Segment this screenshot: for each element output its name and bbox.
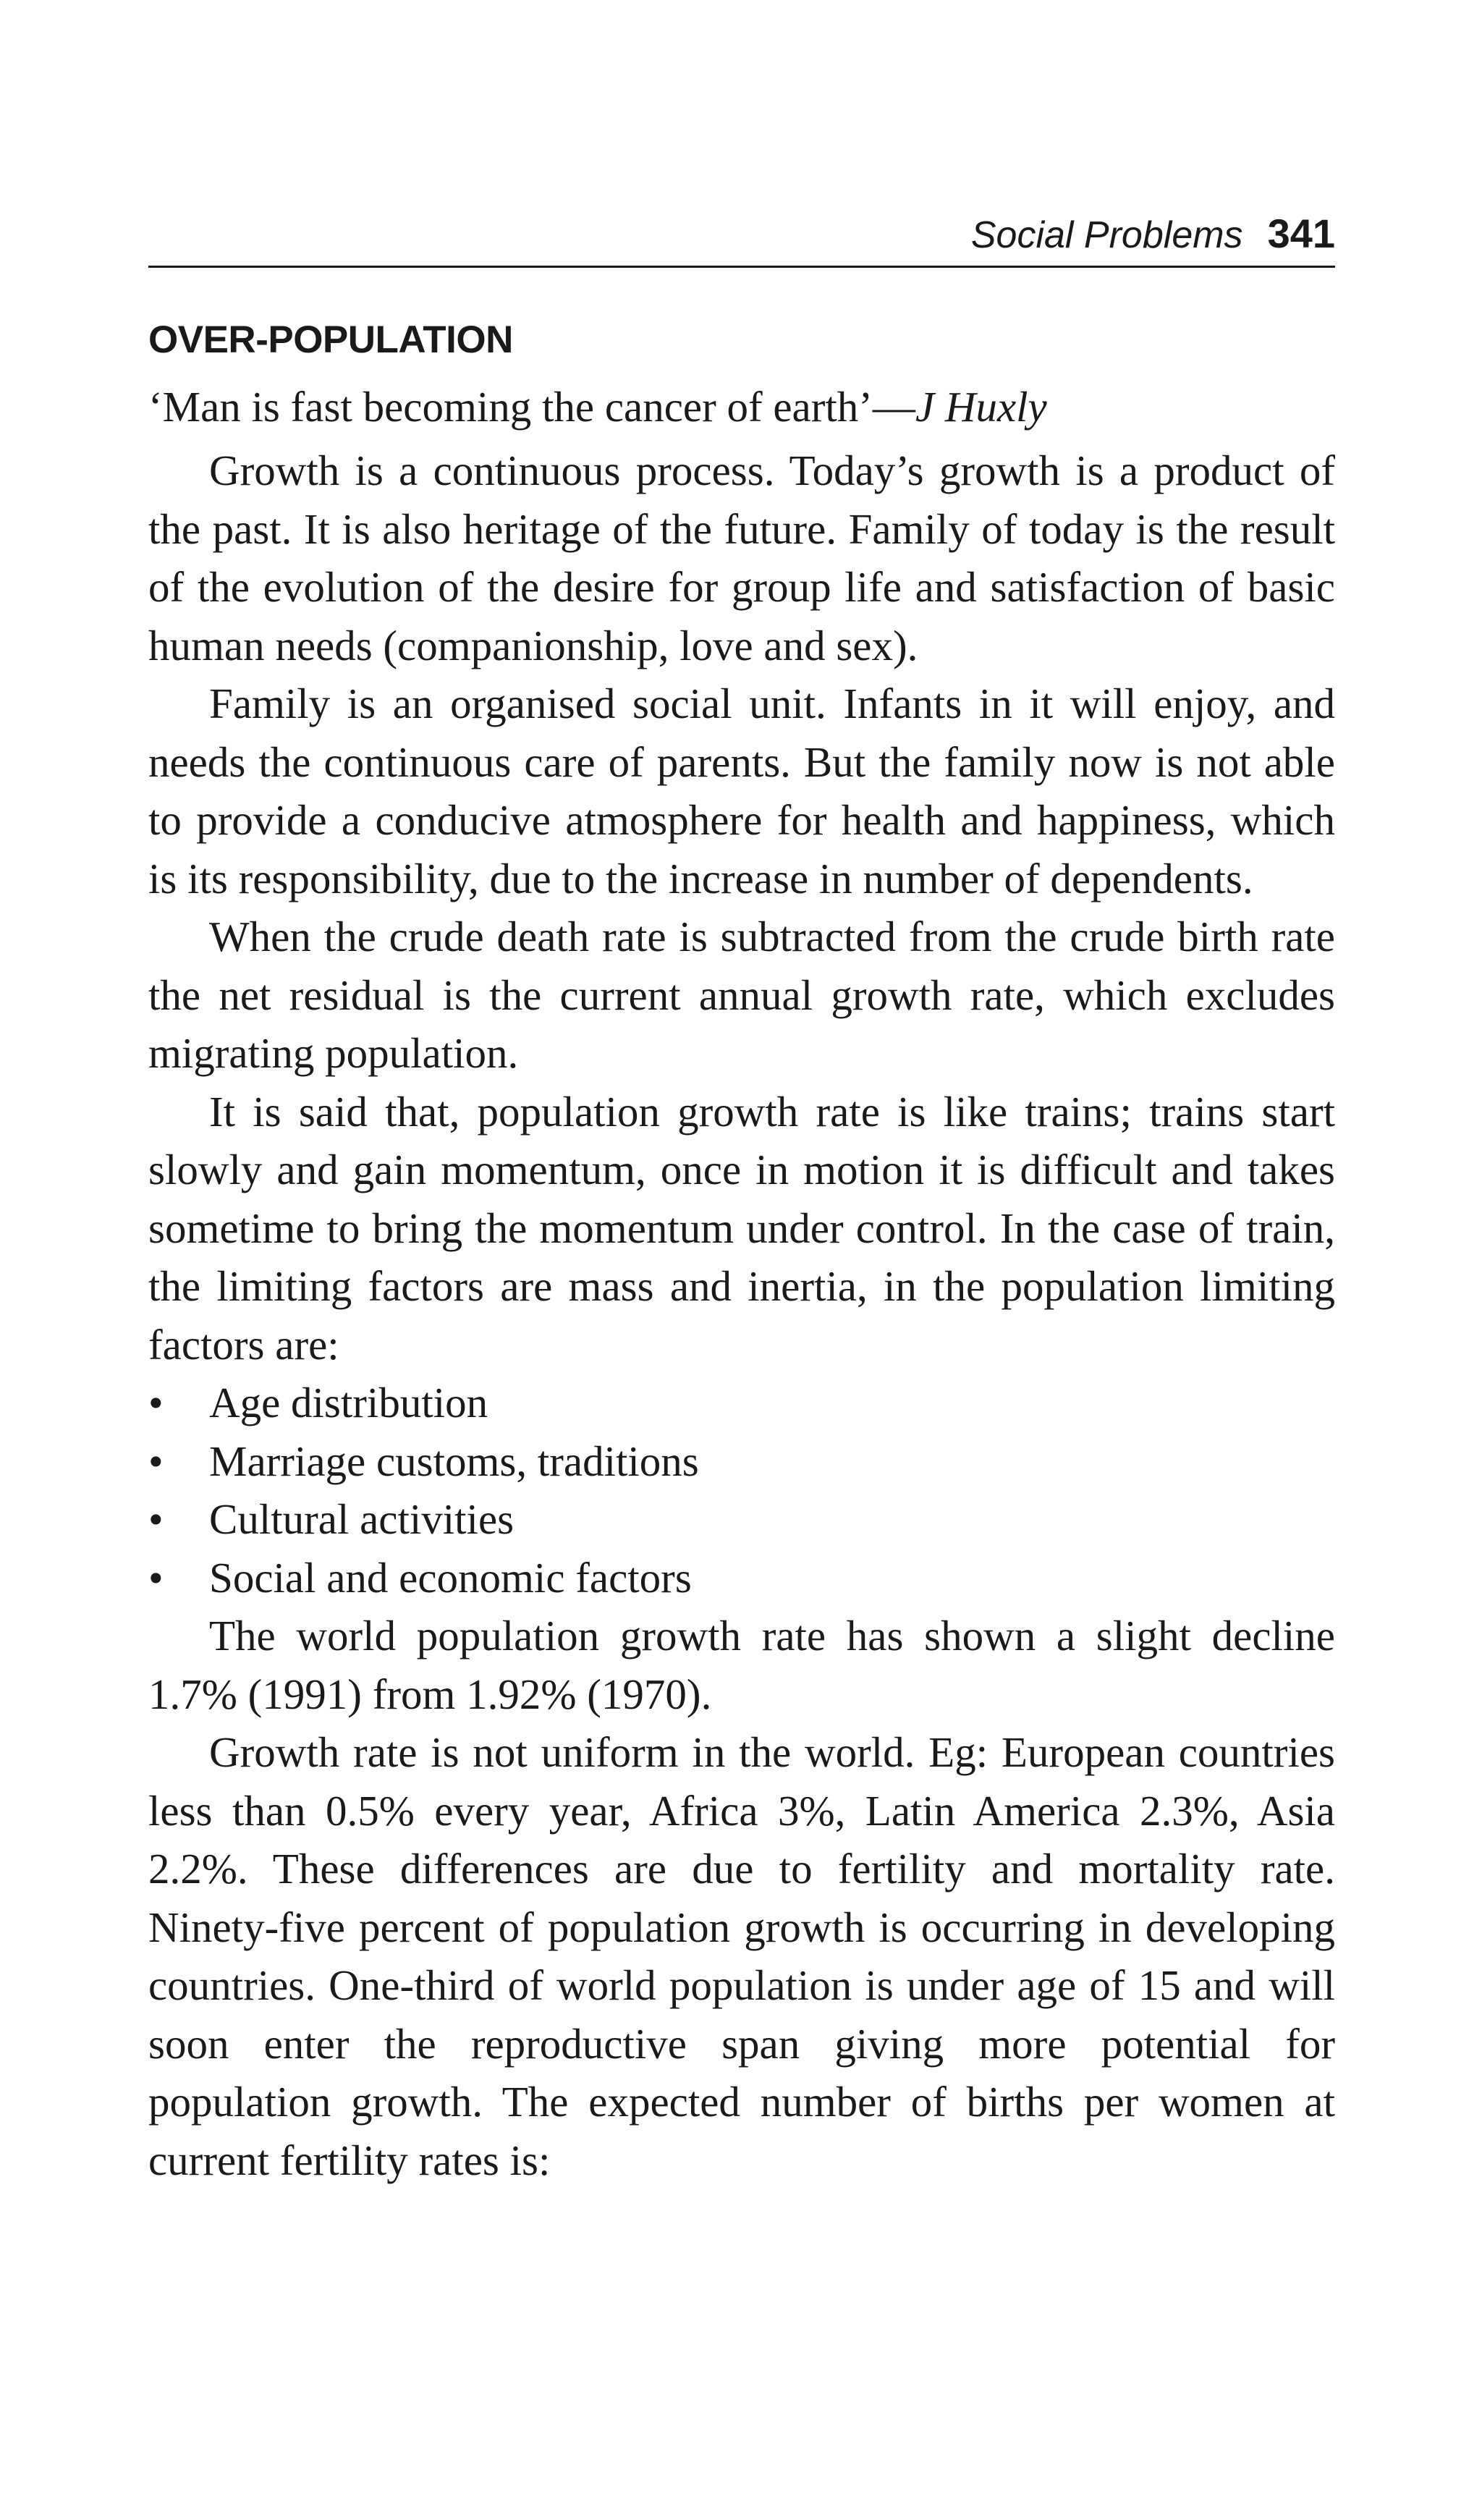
list-item bbox=[148, 1490, 1335, 1549]
section-heading: OVER-POPULATION bbox=[148, 318, 513, 361]
list-item-text: Age distribution bbox=[209, 1379, 488, 1426]
list-item-text: Marriage customs, traditions bbox=[209, 1437, 699, 1485]
book-page bbox=[148, 210, 1335, 2189]
epigraph bbox=[148, 378, 1335, 436]
bullet-icon: • bbox=[148, 1553, 164, 1602]
epigraph-author: J Huxly bbox=[915, 383, 1047, 431]
paragraph-train-analogy: It is said that, population growth rate is like trains; trains start slowly and gain momentum, once in motion it is difficult and takes sometime to bring the momentum under control. In the case of train, the limiting factors are mass and inertia, in the population limiting factors are: bbox=[148, 1087, 1335, 1369]
bullet-icon: • bbox=[148, 1437, 164, 1485]
running-title: Social Problems bbox=[970, 214, 1243, 256]
list-item bbox=[148, 1432, 1335, 1491]
paragraph-growth-rate: When the crude death rate is subtracted from the crude birth rate the net residual is the current annual growth rate, which excludes migrating population. bbox=[148, 913, 1335, 1077]
paragraph-world-growth-decline: The world population growth rate has shown a slight decline 1.7% (1991) from 1.92% (1970). bbox=[148, 1612, 1335, 1718]
bullet-icon: • bbox=[148, 1495, 164, 1543]
running-header bbox=[148, 210, 1335, 268]
paragraph-family-unit: Family is an organised social unit. Infants in it will enjoy, and needs the continuous care of parents. But the family now is not able to provide a conducive atmosphere for health and happiness, which is its responsibility, due to the increase in number of dependents. bbox=[148, 680, 1335, 902]
list-item-text: Social and economic factors bbox=[209, 1553, 692, 1602]
epigraph-quote: ‘Man is fast becoming the cancer of earth’— bbox=[148, 383, 915, 431]
page-number: 341 bbox=[1267, 211, 1335, 256]
paragraph-regional-growth: Growth rate is not uniform in the world. Eg: European countries less than 0.5% every year, Africa 3%, Latin America 2.3%, Asia 2.2%. These differences are due to fertility and mortality rate. Ninety-five percent of population growth is occurring in developing countries. One-third of world population is under age of 15 and will soon enter the reproductive span giving more potential for population growth. The expected number of births per women at current fertility rates is: bbox=[148, 1728, 1335, 2184]
paragraph-growth-process: Growth is a continuous process. Today’s growth is a product of the past. It is also heritage of the future. Family of today is the result of the evolution of the desire for group life and satisfaction of basic human needs (companionship, love and sex). bbox=[148, 447, 1335, 669]
list-item bbox=[148, 1374, 1335, 1432]
body-text bbox=[148, 441, 1335, 1374]
list-item bbox=[148, 1549, 1335, 1607]
list-item-text: Cultural activities bbox=[209, 1495, 515, 1543]
bullet-icon: • bbox=[148, 1379, 164, 1426]
body-text-continued bbox=[148, 1607, 1335, 2189]
limiting-factors-list bbox=[148, 1374, 1335, 1607]
